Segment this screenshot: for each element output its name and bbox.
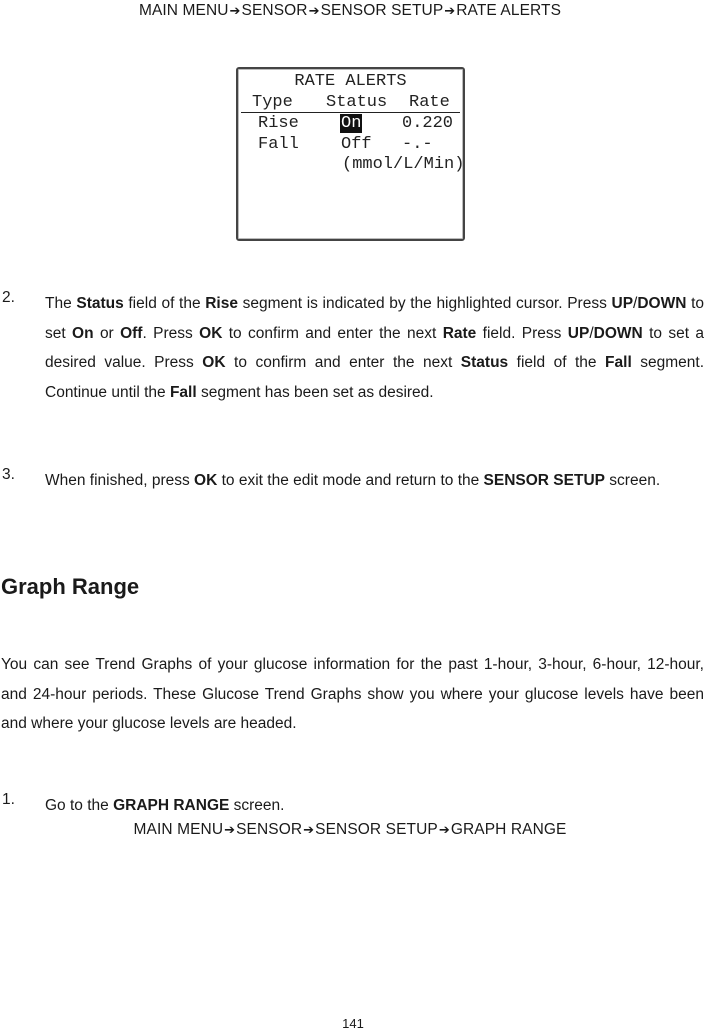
lcd-unit: (mmol/L/Min) <box>342 155 465 174</box>
breadcrumb-graph-range <box>0 821 703 839</box>
bold-term: OK <box>194 472 218 489</box>
bold-term: On <box>72 324 94 342</box>
step-number: 2. <box>2 289 15 306</box>
lcd-row-fall-type: Fall <box>258 135 299 154</box>
intro-paragraph: You can see Trend Graphs of your glucose information for the past 1-hour, 3-hour, 6-hour, 12-hour, and 24-hour periods. These Glucose Trend Graphs show you where your glucose levels have been and where your glucose levels are headed. <box>1 656 704 732</box>
arrow-right-icon: ➔ <box>229 3 241 18</box>
bold-term: UP <box>567 324 590 342</box>
step-text: When finished, press OK to exit the edit mode and return to the SENSOR SETUP screen. <box>45 472 661 489</box>
lcd-title: RATE ALERTS <box>294 72 407 91</box>
bold-term: UP <box>611 295 634 312</box>
step-text: The Status field of the Rise segment is indicated by the highlighted cursor. Press UP/DOWN to set On or Off. Press OK to confirm and enter the next Rate field. Press UP/DOWN to set a desired value. Press OK to confirm and enter the next Status field of the Fall segment. Continue until the Fall segment has been set as desired. <box>45 295 705 401</box>
breadcrumb-item: SENSOR SETUP <box>315 821 438 838</box>
bold-term: GRAPH RANGE <box>113 797 230 814</box>
step-number: 1. <box>2 791 15 808</box>
lcd-row-fall-status: Off <box>341 135 372 154</box>
bold-term: OK <box>199 324 223 342</box>
page-number: 141 <box>342 1016 364 1031</box>
bold-term: DOWN <box>637 295 687 312</box>
bold-term: Fall <box>169 383 197 401</box>
bold-term: OK <box>202 354 226 371</box>
arrow-right-icon: ➔ <box>438 822 450 837</box>
arrow-right-icon: ➔ <box>224 822 236 837</box>
lcd-header-type: Type <box>252 93 293 112</box>
bold-term: Status <box>76 295 124 312</box>
lcd-screen-rate-alerts <box>236 67 465 241</box>
lcd-header-status: Status <box>326 93 388 112</box>
lcd-header-underline <box>241 112 460 113</box>
arrow-right-icon: ➔ <box>308 3 320 18</box>
breadcrumb-item: SENSOR <box>236 821 303 838</box>
breadcrumb-item: MAIN MENU <box>138 2 229 19</box>
breadcrumb-item: SENSOR SETUP <box>320 2 444 19</box>
lcd-row-rise-rate: 0.220 <box>402 114 454 133</box>
bold-term: SENSOR SETUP <box>483 472 605 489</box>
lcd-cursor-highlight: On <box>341 114 362 133</box>
step-number: 3. <box>2 466 15 483</box>
breadcrumb-item: MAIN MENU <box>133 821 224 838</box>
bold-term: Rate <box>442 324 477 342</box>
breadcrumb-rate-alerts <box>0 2 703 20</box>
breadcrumb-item: RATE ALERTS <box>456 2 562 19</box>
lcd-row-rise-type: Rise <box>258 114 299 133</box>
breadcrumb-item: GRAPH RANGE <box>450 821 567 838</box>
bold-term: Status <box>460 354 509 371</box>
lcd-row-fall-rate: -.- <box>402 135 433 154</box>
bold-term: Fall <box>605 354 632 371</box>
arrow-right-icon: ➔ <box>444 3 456 18</box>
bold-term: Rise <box>205 295 238 312</box>
breadcrumb-item: SENSOR <box>241 2 308 19</box>
lcd-header-rate: Rate <box>409 93 450 112</box>
bold-term: Off <box>120 324 143 342</box>
section-heading: Graph Range <box>1 574 140 599</box>
bold-term: DOWN <box>593 324 643 342</box>
lcd-row-rise-status <box>340 114 362 134</box>
arrow-right-icon: ➔ <box>303 822 315 837</box>
step-text: Go to the GRAPH RANGE screen. <box>45 797 285 814</box>
